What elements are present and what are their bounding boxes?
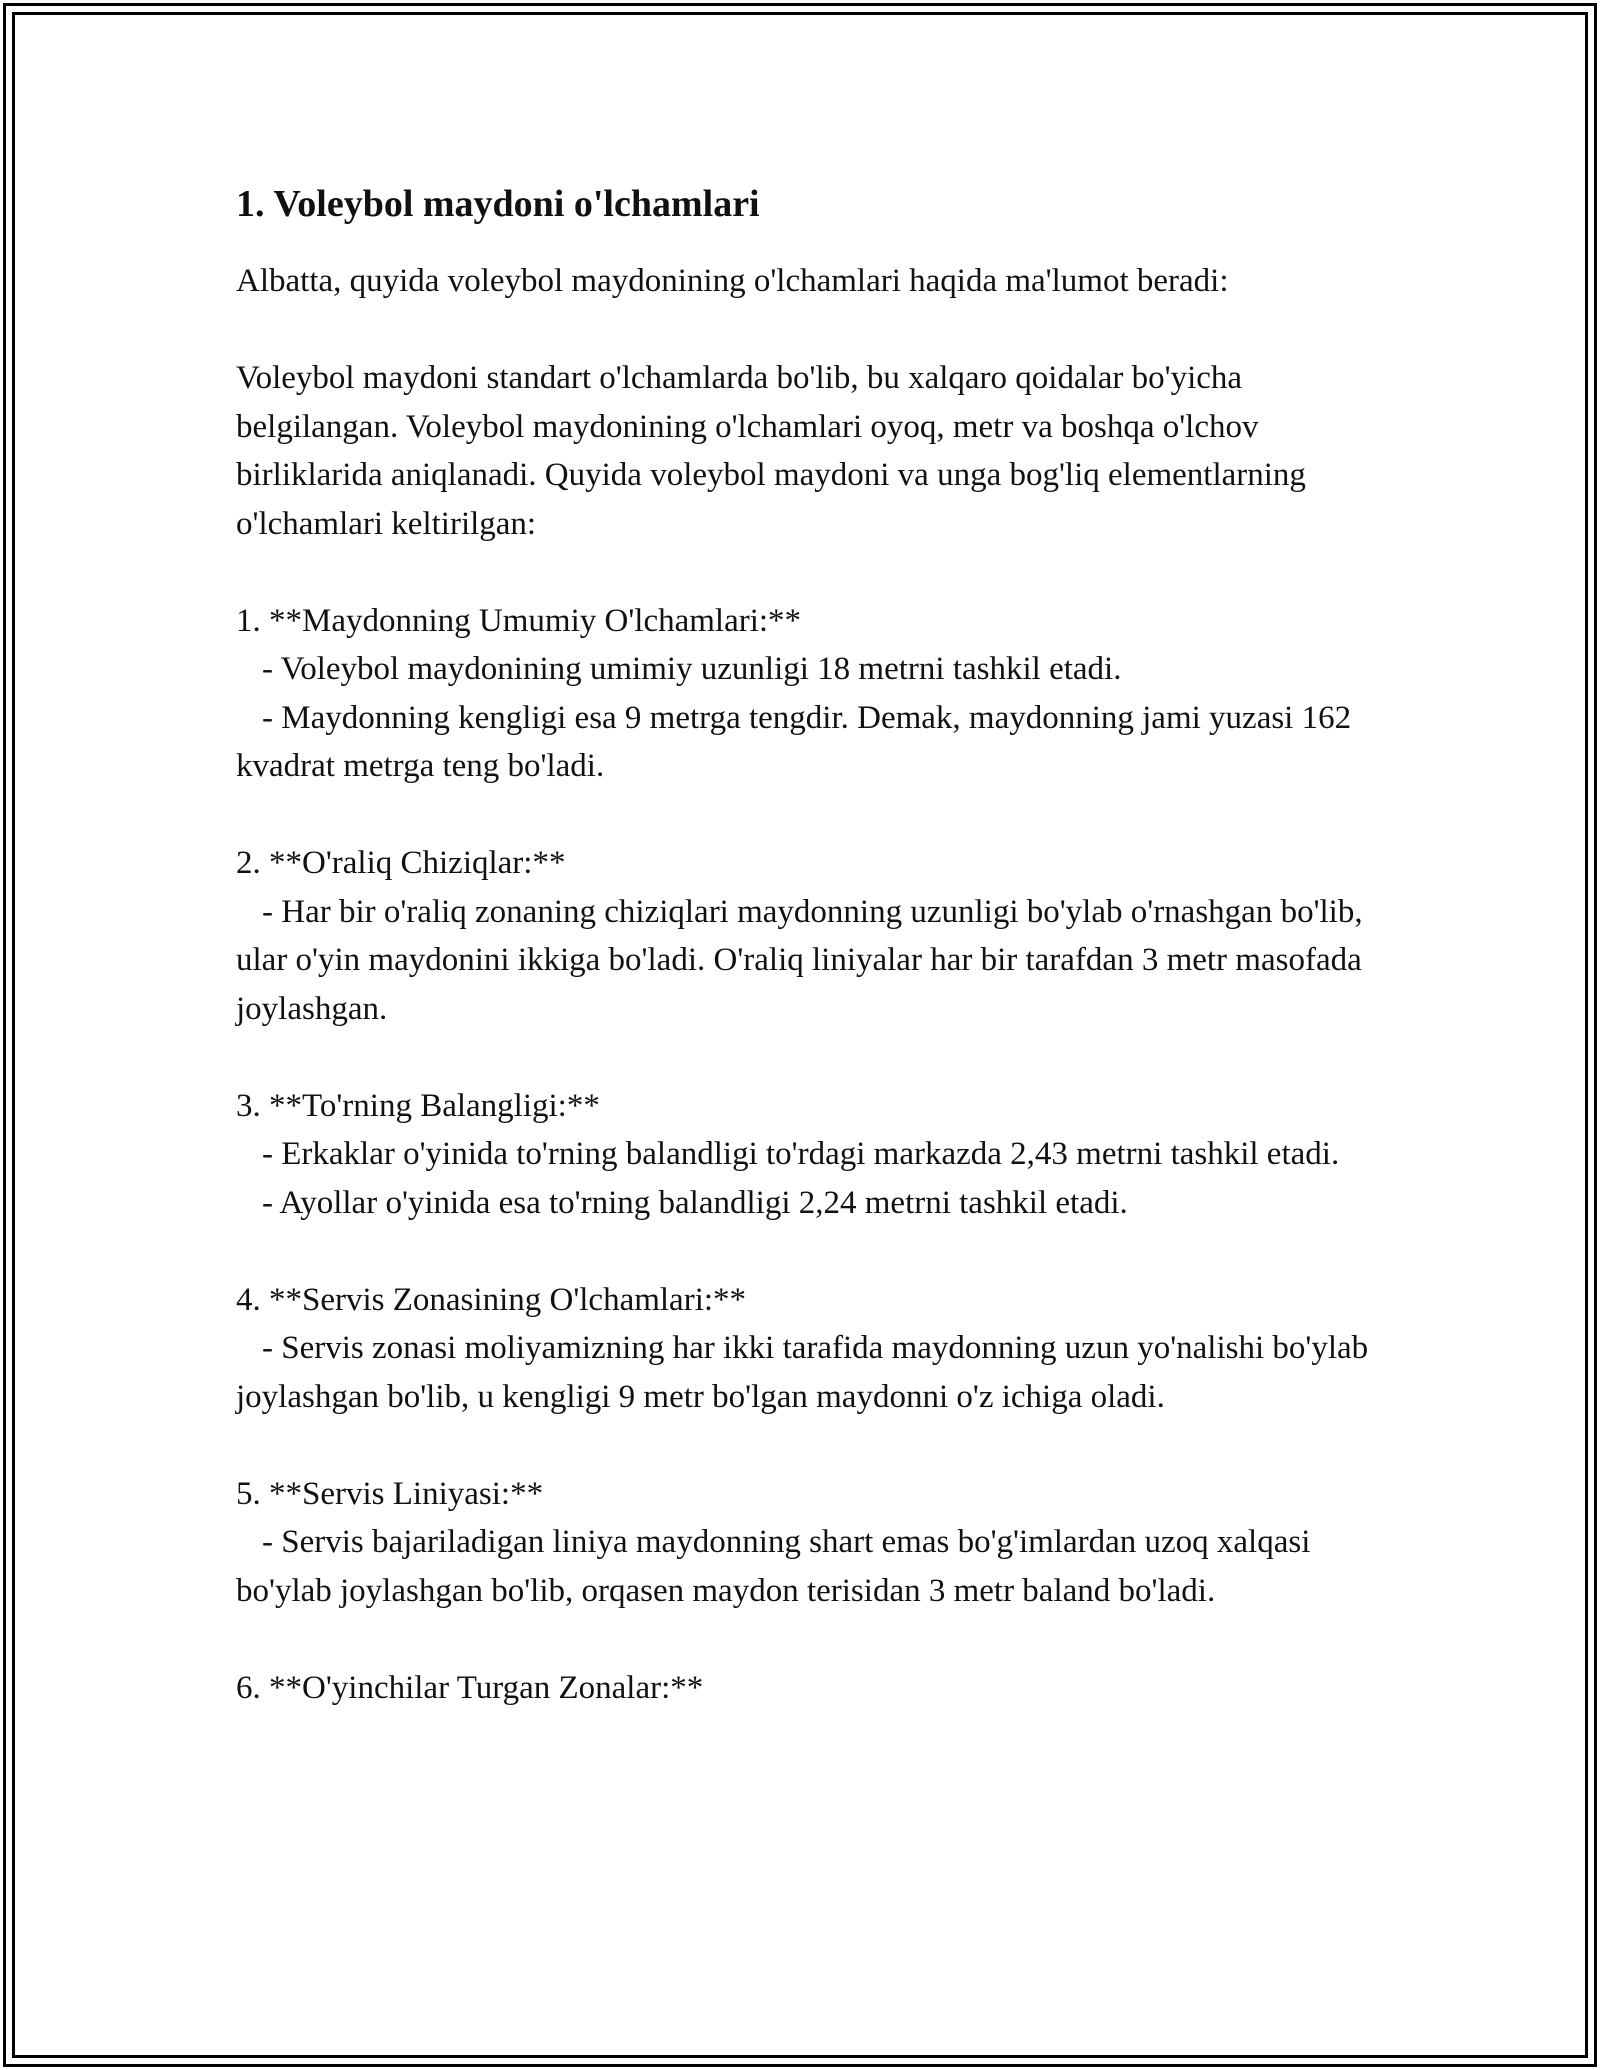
section-net-height [236,1082,1376,1228]
section-player-zones [236,1664,1376,1713]
paragraph-spacer [236,1421,1376,1470]
section-bullet: - Har bir o'raliq zonaning chiziqlari maydonning uzunligi bo'ylab o'rnashgan bo'lib, ular o'yin maydonini ikkiga bo'ladi. O'raliq liniyalar har bir tarafdan 3 metr masofada joylashgan. [236,893,1363,1027]
description-paragraph: Voleybol maydoni standart o'lchamlarda bo'lib, bu xalqaro qoidalar bo'yicha belgilangan. Voleybol maydonining o'lchamlari oyoq, metr va boshqa o'lchov birliklarida aniqlanadi. Quyida voleybol maydoni va unga bog'liq elementlarning o'lchamlari keltirilgan: [236,360,1306,542]
section-heading: 4. **Servis Zonasining O'lchamlari:** [236,1281,747,1318]
section-intermediate-lines [236,839,1376,1033]
section-heading: 6. **O'yinchilar Turgan Zonalar:** [236,1669,704,1706]
paragraph-spacer [236,1033,1376,1082]
section-heading: 3. **To'rning Balangligi:** [236,1087,600,1124]
section-bullet: - Servis bajariladigan liniya maydonning shart emas bo'g'imlardan uzoq xalqasi bo'ylab joylashgan bo'lib, orqasen maydon terisidan 3 metr baland bo'ladi. [236,1524,1311,1609]
section-heading: 2. **O'raliq Chiziqlar:** [236,845,566,882]
intro-paragraph: Albatta, quyida voleybol maydonining o'lchamlari haqida ma'lumot beradi: [236,263,1229,300]
paragraph-spacer [236,1227,1376,1276]
document-body [236,180,1376,1712]
section-bullet: - Servis zonasi moliyamizning har ikki tarafida maydonning uzun yo'nalishi bo'ylab joylashgan bo'lib, u kengligi 9 metr bo'lgan maydonni o'z ichiga oladi. [236,1330,1369,1415]
section-service-line [236,1470,1376,1616]
paragraph-spacer [236,791,1376,840]
section-general-dimensions [236,597,1376,791]
section-bullet: - Voleybol maydonining umimiy uzunligi 18 metrni tashkil etadi. [262,651,1122,688]
section-bullet: - Erkaklar o'yinida to'rning balandligi to'rdagi markazda 2,43 metrni tashkil etadi. [262,1136,1340,1173]
section-service-zone [236,1276,1376,1422]
section-bullet: - Maydonning kengligi esa 9 metrga tengdir. Demak, maydonning jami yuzasi 162 kvadrat metrga teng bo'ladi. [236,699,1352,785]
paragraph-spacer [236,1615,1376,1664]
section-heading: 5. **Servis Liniyasi:** [236,1475,544,1512]
paragraph-spacer [236,548,1376,597]
section-heading: 1. **Maydonning Umumiy O'lchamlari:** [236,602,802,639]
paragraph-spacer [236,306,1376,355]
section-bullet: - Ayollar o'yinida esa to'rning balandligi 2,24 metrni tashkil etadi. [262,1184,1128,1221]
page-title: 1. Voleybol maydoni o'lchamlari [236,183,760,225]
